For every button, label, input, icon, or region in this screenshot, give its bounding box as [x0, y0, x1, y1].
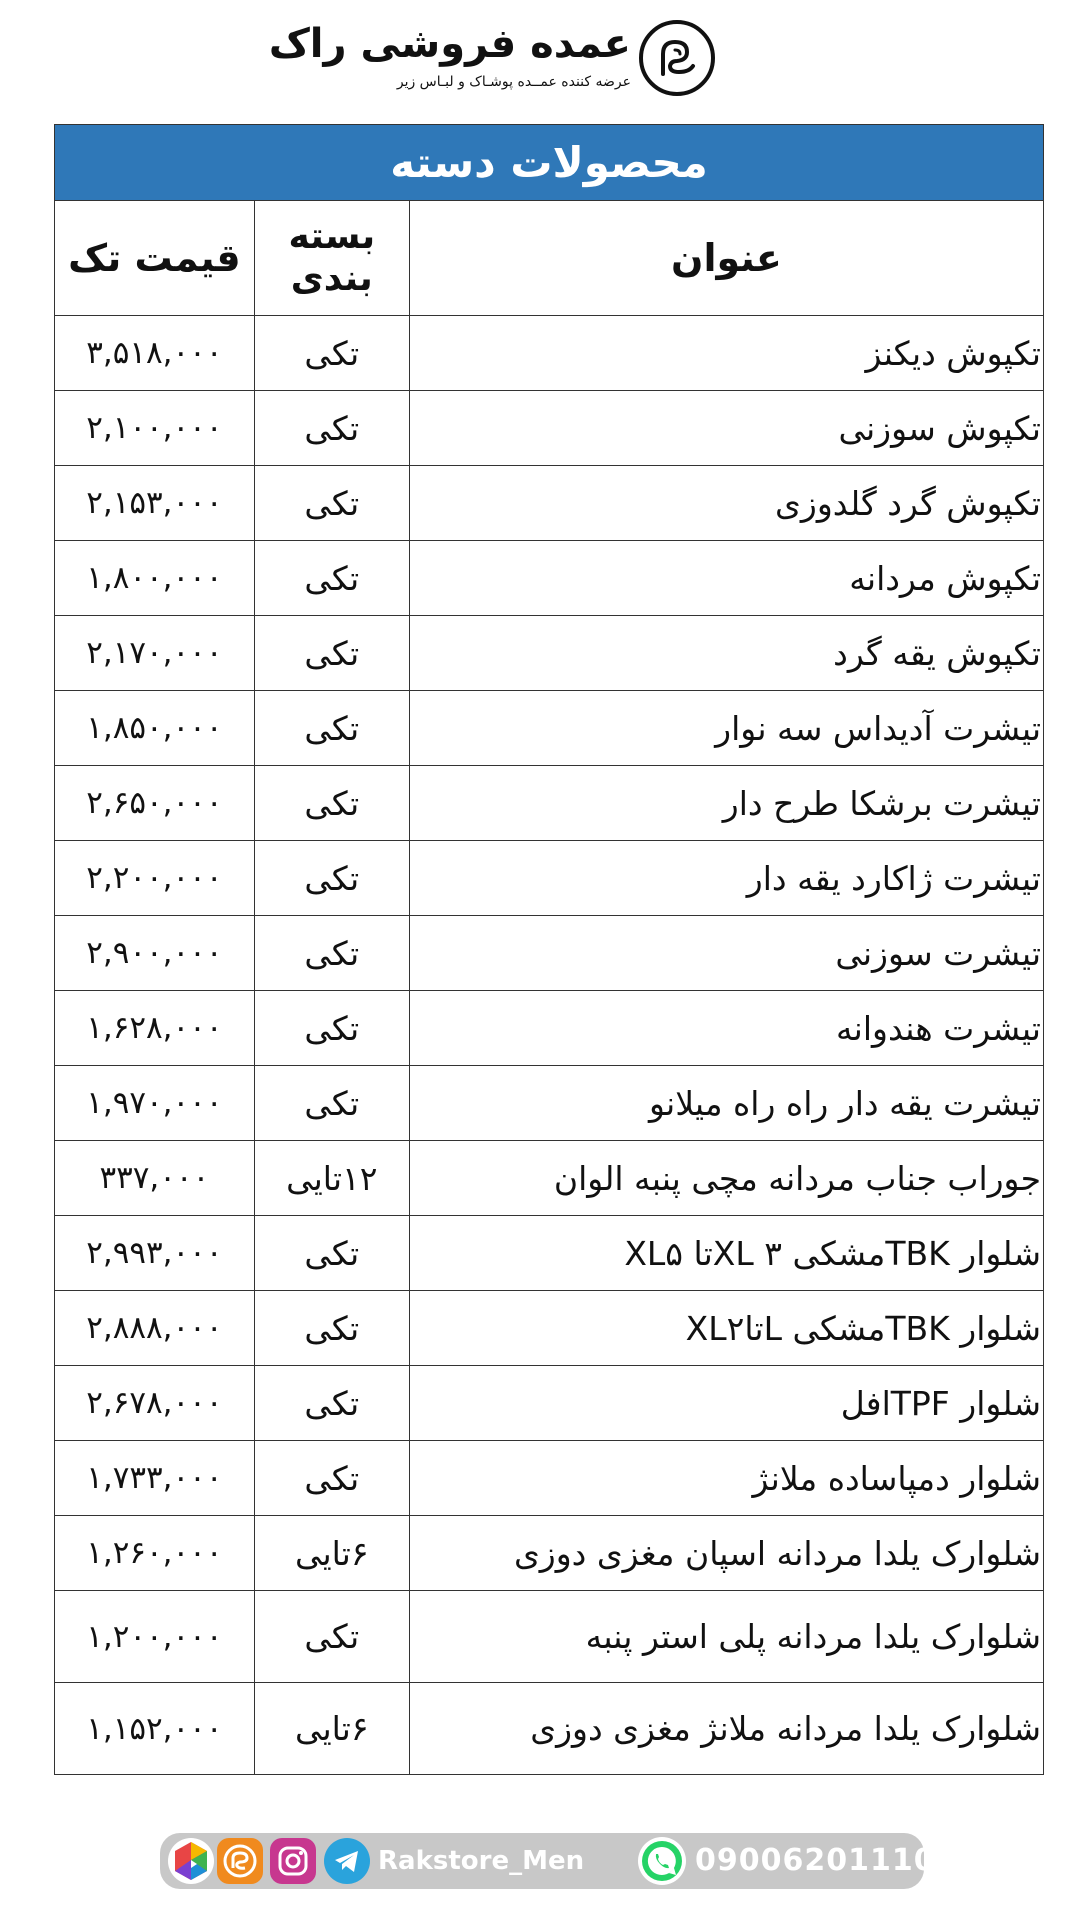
product-price: ۱,۷۳۳,۰۰۰	[55, 1441, 254, 1516]
product-title: تکپوش سوزنی	[409, 391, 1043, 466]
product-title: تیشرت ژاکارد یقه دار	[409, 841, 1043, 916]
product-packaging: تکی	[254, 466, 409, 541]
table-row	[55, 391, 1043, 466]
product-price: ۲,۹۹۳,۰۰۰	[55, 1216, 254, 1291]
product-packaging: تکی	[254, 541, 409, 616]
table-row	[55, 991, 1043, 1066]
table-row	[55, 1683, 1043, 1775]
price-table	[54, 124, 1044, 1775]
table-row	[55, 1141, 1043, 1216]
brand-mark-icon	[639, 20, 715, 96]
product-price: ۱,۶۲۸,۰۰۰	[55, 991, 254, 1066]
product-title: تیشرت هندوانه	[409, 991, 1043, 1066]
product-title: تکپوش مردانه	[409, 541, 1043, 616]
product-price: ۱,۹۷۰,۰۰۰	[55, 1066, 254, 1141]
table-row	[55, 766, 1043, 841]
table-row	[55, 1216, 1043, 1291]
product-title: تیشرت برشکا طرح دار	[409, 766, 1043, 841]
contact-bar	[160, 1833, 936, 1889]
product-title: شلوار TBKمشکی LتاXL۲	[409, 1291, 1043, 1366]
product-packaging: تکی	[254, 916, 409, 991]
product-price: ۳۳۷,۰۰۰	[55, 1141, 254, 1216]
product-packaging: تکی	[254, 1591, 409, 1683]
product-packaging: تکی	[254, 1441, 409, 1516]
phone-number[interactable]: 09006201110	[695, 1843, 936, 1878]
whatsapp-icon[interactable]	[638, 1837, 686, 1885]
product-price: ۱,۲۰۰,۰۰۰	[55, 1591, 254, 1683]
product-price: ۲,۹۰۰,۰۰۰	[55, 916, 254, 991]
table-row	[55, 1516, 1043, 1591]
product-title: تیشرت آدیداس سه نوار	[409, 691, 1043, 766]
product-title: تکپوش یقه گرد	[409, 616, 1043, 691]
product-packaging: تکی	[254, 991, 409, 1066]
product-title: شلوارک یلدا مردانه پلی استر پنبه	[409, 1591, 1043, 1683]
table-row	[55, 841, 1043, 916]
product-packaging: تکی	[254, 766, 409, 841]
product-price: ۳,۵۱۸,۰۰۰	[55, 316, 254, 391]
instagram-icon[interactable]	[270, 1838, 316, 1884]
table-row	[55, 916, 1043, 991]
product-packaging: تکی	[254, 1366, 409, 1441]
table-row	[55, 316, 1043, 391]
product-packaging: ۶تایی	[254, 1683, 409, 1775]
product-title: جوراب جناب مردانه مچی پنبه الوان	[409, 1141, 1043, 1216]
product-packaging: تکی	[254, 316, 409, 391]
header-unit-price: قیمت تک	[55, 201, 254, 316]
brand-app-icon[interactable]	[217, 1838, 263, 1884]
product-price: ۲,۱۷۰,۰۰۰	[55, 616, 254, 691]
header-packaging: بسته بندی	[254, 201, 409, 316]
product-title: شلوار دمپاساده ملانژ	[409, 1441, 1043, 1516]
table-row	[55, 691, 1043, 766]
product-price: ۲,۱۵۳,۰۰۰	[55, 466, 254, 541]
social-handle[interactable]: Rakstore_Men	[378, 1846, 585, 1876]
product-packaging: ۱۲تایی	[254, 1141, 409, 1216]
product-packaging: تکی	[254, 616, 409, 691]
product-packaging: تکی	[254, 1291, 409, 1366]
product-price: ۲,۸۸۸,۰۰۰	[55, 1291, 254, 1366]
product-price: ۲,۱۰۰,۰۰۰	[55, 391, 254, 466]
table-row	[55, 1591, 1043, 1683]
product-price: ۱,۲۶۰,۰۰۰	[55, 1516, 254, 1591]
brand-name: عمده فروشی راک	[268, 21, 631, 67]
brand-tagline: عرضه کننده عمــده پوشـاک و لبـاس زیر	[396, 74, 631, 90]
product-price: ۲,۶۷۸,۰۰۰	[55, 1366, 254, 1441]
product-price: ۱,۸۵۰,۰۰۰	[55, 691, 254, 766]
table-row	[55, 1291, 1043, 1366]
table-row	[55, 616, 1043, 691]
product-title: شلوار TPFافل	[409, 1366, 1043, 1441]
product-price: ۱,۱۵۲,۰۰۰	[55, 1683, 254, 1775]
product-price: ۲,۲۰۰,۰۰۰	[55, 841, 254, 916]
product-title: تکپوش دیکنز	[409, 316, 1043, 391]
product-price: ۱,۸۰۰,۰۰۰	[55, 541, 254, 616]
telegram-icon[interactable]	[324, 1838, 370, 1884]
product-packaging: تکی	[254, 691, 409, 766]
product-packaging: ۶تایی	[254, 1516, 409, 1591]
table-row	[55, 1066, 1043, 1141]
table-row	[55, 1366, 1043, 1441]
product-packaging: تکی	[254, 1216, 409, 1291]
table-row	[55, 1441, 1043, 1516]
product-title: شلوارک یلدا مردانه ملانژ مغزی دوزی	[409, 1683, 1043, 1775]
product-price: ۲,۶۵۰,۰۰۰	[55, 766, 254, 841]
brand-logo	[268, 14, 715, 104]
product-title: تیشرت سوزنی	[409, 916, 1043, 991]
app-hex-icon[interactable]	[168, 1838, 214, 1884]
table-title: محصولات دسته	[55, 125, 1043, 201]
table-row	[55, 541, 1043, 616]
table-row	[55, 466, 1043, 541]
product-title: شلوار TBKمشکی ۳ XLتا XL۵	[409, 1216, 1043, 1291]
product-title: تکپوش گرد گلدوزی	[409, 466, 1043, 541]
table-header-row	[55, 201, 1043, 316]
product-title: شلوارک یلدا مردانه اسپان مغزی دوزی	[409, 1516, 1043, 1591]
product-packaging: تکی	[254, 391, 409, 466]
product-title: تیشرت یقه دار راه راه میلانو	[409, 1066, 1043, 1141]
product-packaging: تکی	[254, 1066, 409, 1141]
header-title: عنوان	[409, 201, 1043, 316]
product-packaging: تکی	[254, 841, 409, 916]
